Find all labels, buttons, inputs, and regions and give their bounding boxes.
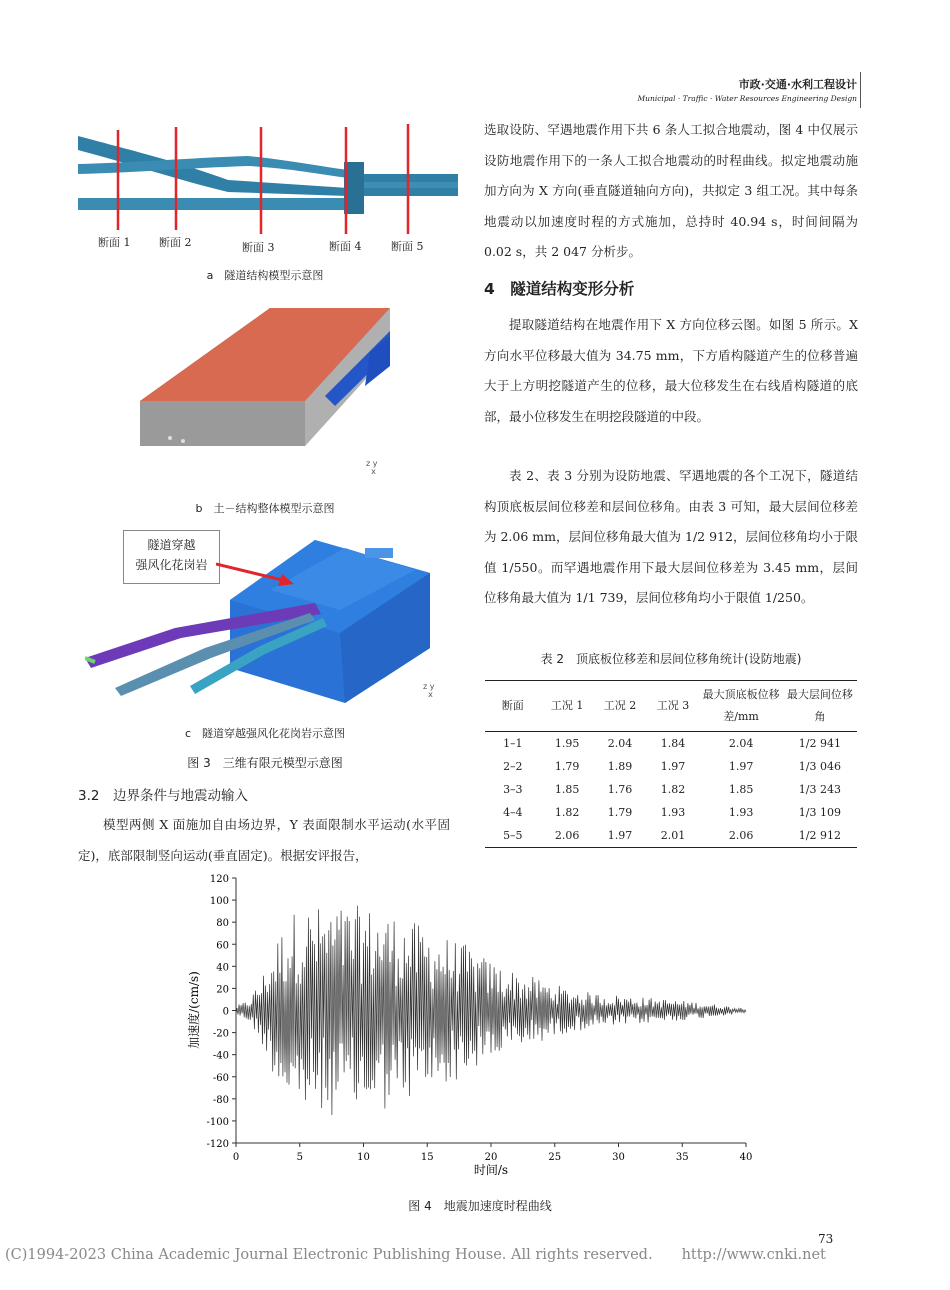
y-tick-label: -120 <box>206 1139 229 1150</box>
table-row: 4–4 1.82 1.79 1.93 1.93 1/3 109 <box>503 806 841 819</box>
figure3c-caption: c 隧道穿越强风化花岗岩示意图 <box>184 727 346 740</box>
page-number: 73 <box>818 1232 834 1246</box>
y-tick-label: 120 <box>209 874 229 885</box>
axis-triad-c: z y x <box>423 682 435 699</box>
section-3-2-title: 3.2 边界条件与地震动输入 <box>78 788 248 804</box>
axis-triad-b: z y x <box>366 459 378 476</box>
y-tick-labels <box>207 874 229 1150</box>
col-header: 断面 <box>501 699 524 712</box>
y-tick-label: -80 <box>212 1094 229 1106</box>
section-label-2: 断面 2 <box>159 236 192 249</box>
table-row: 3–3 1.85 1.76 1.82 1.85 1/3 243 <box>503 783 841 796</box>
right-intro-text: 选取设防、罕遇地震作用下共 6 条人工拟合地震动，图 4 中仅展示设防地震作用下的一条人工拟合地震动的时程曲线。拟定地震动施加方向为 X 方向(垂直隧道轴向方向)，共拟定 3 组工况。其中每条地震动以加速度时程的方式施加，总持时 40.94 s，时间间隔为 0.02 s，共 2 047 分析步。 <box>484 122 858 259</box>
acceleration-series-line <box>236 906 746 1115</box>
section-4-para1: 提取隧道结构在地震作用下 X 方向位移云图。如图 5 所示。X 方向水平位移最大值为 34.75 mm，下方盾构隧道产生的位移普遍大于上方明挖隧道产生的位移，最大位移发生在右线盾构隧道的底部，最小位移发生在明挖段隧道的中段。 <box>484 317 858 424</box>
table-header-row <box>485 681 857 732</box>
y-tick-label: -100 <box>206 1116 229 1128</box>
y-tick-label: 20 <box>216 984 229 996</box>
figure3b-soil-structure-model <box>135 296 395 456</box>
header-divider <box>860 72 861 108</box>
x-tick-labels <box>233 1152 753 1163</box>
col-header: 工况 2 <box>603 699 637 712</box>
y-tick-label: 60 <box>216 940 229 952</box>
section-3-2-text: 模型两侧 X 面施加自由场边界，Y 表面限制水平运动(水平固定)，底部限制竖向运动(垂直固定)。根据安评报告， <box>78 817 450 863</box>
journal-title-en: Municipal · Traffic · Water Resources Engineering Design <box>637 94 857 103</box>
y-axis-label: 加速度/(cm/s) <box>187 971 201 1049</box>
table-row: 2–2 1.79 1.89 1.97 1.97 1/3 046 <box>503 760 841 773</box>
callout-box: 隧道穿越 强风化花岗岩 <box>123 530 220 584</box>
figure3-caption: 图 3 三维有限元模型示意图 <box>187 756 343 770</box>
x-tick-label: 0 <box>232 1152 240 1163</box>
x-axis-label: 时间/s <box>473 1163 509 1177</box>
figure3a-tunnel-model <box>78 122 458 252</box>
section-label-1: 断面 1 <box>98 236 131 249</box>
section-label-5: 断面 5 <box>391 240 424 253</box>
col-header: 工况 3 <box>656 699 690 712</box>
col-header: 最大层间位移角 <box>786 688 853 723</box>
table-row: 5–5 2.06 1.97 2.01 2.06 1/2 912 <box>485 824 857 848</box>
y-tick-label: 0 <box>222 1006 229 1018</box>
x-tick-label: 25 <box>548 1152 562 1163</box>
x-tick-label: 30 <box>612 1152 625 1163</box>
col-header: 工况 1 <box>550 699 584 712</box>
table-row: 1–1 1.95 2.04 1.84 2.04 1/2 941 <box>503 737 841 750</box>
x-tick-label: 40 <box>739 1152 753 1163</box>
figure4-acceleration-chart <box>180 868 780 1183</box>
x-tick-label: 35 <box>675 1152 689 1163</box>
journal-title-cn: 市政·交通·水利工程设计 <box>738 78 857 91</box>
table2-title: 表 2 顶底板位移差和层间位移角统计(设防地震) <box>540 652 802 666</box>
x-tick-label: 5 <box>296 1152 303 1163</box>
y-tick-label: -40 <box>212 1050 229 1062</box>
y-tick-label: 100 <box>209 896 229 908</box>
section-label-4: 断面 4 <box>329 240 362 253</box>
x-tick-label: 10 <box>357 1152 370 1163</box>
y-tick-label: -20 <box>212 1028 229 1040</box>
x-tick-label: 15 <box>420 1152 434 1163</box>
section-label-3: 断面 3 <box>242 241 275 254</box>
y-tick-label: -60 <box>212 1072 229 1084</box>
section-4-title: 4 隧道结构变形分析 <box>484 280 635 298</box>
col-header: 最大顶底板位移差/mm <box>702 688 780 723</box>
section-4-para2: 表 2、表 3 分别为设防地震、罕遇地震的各个工况下，隧道结构顶底板层间位移差和层间位移角。由表 3 可知，最大层间位移差为 2.06 mm，层间位移角最大值为 1/2 912，层间位移角均小于限值 1/550。而罕遇地震作用下最大层间位移差为 3.45 mm，层间位移角最大值为 1/1 739，层间位移角均小于限值 1/250。 <box>484 468 858 605</box>
y-tick-label: 80 <box>216 918 229 930</box>
callout-arrow <box>216 560 296 590</box>
copyright-footer: (C)1994-2023 China Academic Journal Electronic Publishing House. All rights reserved. http://www.cnki.net <box>5 1247 826 1263</box>
figure3a-caption: a 隧道结构模型示意图 <box>206 269 324 282</box>
y-tick-label: 40 <box>216 962 229 974</box>
x-tick-label: 20 <box>484 1152 498 1163</box>
table2 <box>485 680 857 848</box>
figure3b-caption: b 土－结构整体模型示意图 <box>195 502 335 515</box>
figure4-caption: 图 4 地震加速度时程曲线 <box>408 1199 552 1213</box>
